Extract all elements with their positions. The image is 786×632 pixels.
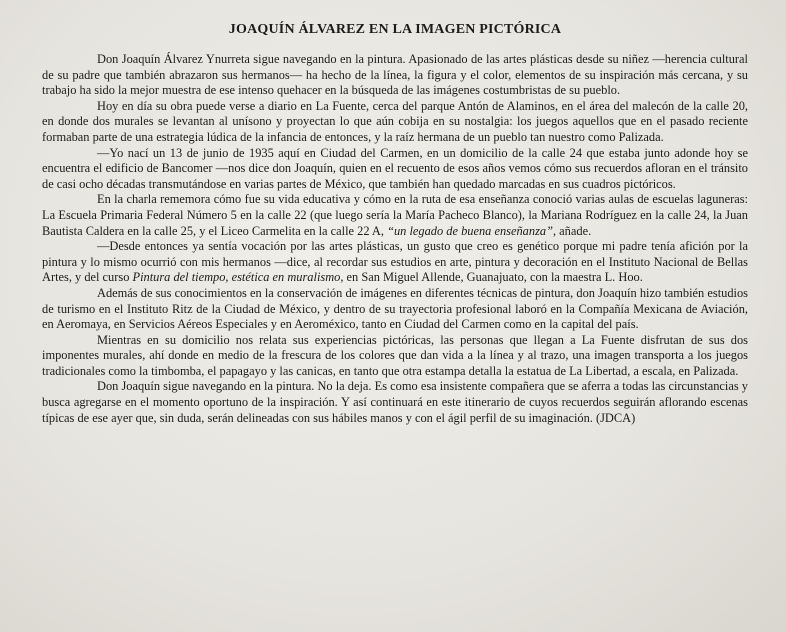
paragraph-7: Mientras en su domicilio nos relata sus experiencias pictóricas, las personas que llegan a La Fuente disfrutan de sus dos imponentes murales, ahí donde en medio de la frescura de los colores que dan vida a la línea y al trazo, una imagen transporta a los juegos tradicionales como la timbomba, el papagayo y las canicas, en tanto que otra estampa detalla la estatua de La Libertad, a escala, en Palizada. <box>42 332 748 378</box>
paragraph-5-text-a: —Desde entonces ya sentía vocación por las artes plásticas, un gusto que creo es genético porque mi padre tenía afición por la pintura y lo mismo ocurrió con mis hermanos —dice, al recordar sus estudios en arte, pintura y decoración en el Instituto Nacional de Bellas Artes, y del curso <box>42 239 748 285</box>
paragraph-3: —Yo nací un 13 de junio de 1935 aquí en Ciudad del Carmen, en un domicilio de la calle 24 que estaba junto adonde hoy se encuentra el edificio de Bancomer —nos dice don Joaquín, quien en el recuento de esos años vemos cómo sus recuerdos afloran en el tránsito de casi ocho décadas transmutándose en varias partes de México, que también han quedado marcadas en sus cuadros pictóricos. <box>42 145 748 191</box>
article-title: JOAQUÍN ÁLVAREZ EN LA IMAGEN PICTÓRICA <box>228 22 562 37</box>
paragraph-5-text-b: , en San Miguel Allende, Guanajuato, con la maestra L. Hoo. <box>340 270 643 285</box>
paragraph-4-text-b: , añade. <box>552 223 592 238</box>
paragraph-2: Hoy en día su obra puede verse a diario en La Fuente, cerca del parque Antón de Alaminos, en el área del malecón de la calle 20, en donde dos murales se levantan al unísono y proyectan lo que aún cobija en su nostalgia: los juegos aquellos que en el pasado reciente formaban parte de una estrategia lúdica de la infancia de entonces, y la raíz hermana de un pueblo tan nuestro como Palizada. <box>42 98 748 144</box>
paragraph-8: Don Joaquín sigue navegando en la pintura. No la deja. Es como esa insistente compañera que se aferra a todas las circunstancias y busca agregarse en el momento oportuno de la inspiración. Y así continuará en este itinerario de cuyos recuerdos seguirán aflorando escenas típicas de ese ayer que, sin duda, serán delineadas con sus hábiles manos y con el ágil perfil de su imaginación. (JDCA) <box>42 379 748 425</box>
paragraph-5 <box>42 239 748 286</box>
paragraph-5-course-title: Pintura del tiempo, estética en muralismo <box>132 270 341 285</box>
paragraph-4-text-a: En la charla rememora cómo fue su vida educativa y cómo en la ruta de esa enseñanza conoció varias aulas de escuelas laguneras: La Escuela Primaria Federal Número 5 en la calle 22 (que luego sería la María Pacheco Blanco), la Mariana Rodríguez en la calle 24, la Juan Bautista Caldera en la calle 25, y el Liceo Carmelita en la calle 22 A, <box>42 192 748 238</box>
paragraph-1: Don Joaquín Álvarez Ynurreta sigue navegando en la pintura. Apasionado de las artes plásticas desde su niñez —herencia cultural de su padre que también abrazaron sus hermanos— ha hecho de la línea, la figura y el color, elementos de su inspiración más cercana, y su trabajo ha sido la mejor muestra de ese intenso quehacer en la búsqueda de las imágenes costumbristas de su pueblo. <box>42 52 748 98</box>
paragraph-4 <box>42 192 748 239</box>
paragraph-4-quote: “un legado de buena enseñanza” <box>387 223 553 238</box>
paragraph-6: Además de sus conocimientos en la conservación de imágenes en diferentes técnicas de pintura, don Joaquín hizo también estudios de turismo en el Instituto Ritz de la Ciudad de México, y dentro de su trayectoria profesional laboró en la Compañía Mexicana de Aviación, en Aeromaya, en Servicios Aéreos Especiales y en Aeroméxico, tanto en Ciudad del Carmen como en la capital del país. <box>42 285 748 332</box>
